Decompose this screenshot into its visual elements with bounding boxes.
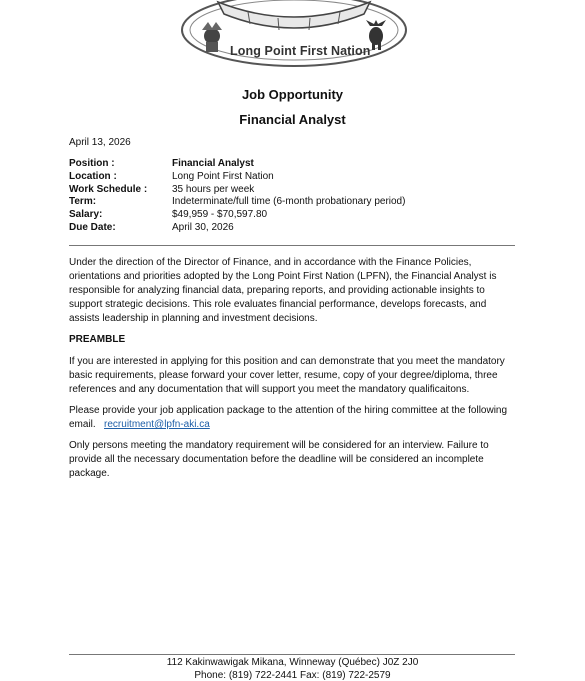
detail-value: $49,959 - $70,597.80 — [172, 209, 268, 221]
job-details — [69, 158, 405, 235]
intro-paragraph: Under the direction of the Director of Finance, and in accordance with the Finance Policies, orientations and priorities adopted by the Long Point First Nation (LPFN), the Financial Analyst is responsible for analyzing financial data, preparing reports, and providing actionable insights to support strategic decisions. This role evaluates financial performance, develops forecasts, and assists leadership in planning and investment decisions. — [69, 257, 497, 324]
detail-label: Position : — [69, 158, 115, 169]
detail-row-term — [69, 196, 405, 209]
footer-divider — [69, 654, 515, 655]
divider — [69, 245, 515, 246]
logo-text: Long Point First Nation — [230, 44, 371, 58]
detail-label: Work Schedule : — [69, 183, 148, 195]
detail-row-work-schedule — [69, 184, 405, 197]
apply-text: Please provide your job application package to the attention of the hiring committee at the following email. — [69, 405, 508, 430]
detail-row-salary — [69, 209, 405, 222]
logo-emblem-icon — [178, 0, 410, 72]
apply-paragraph — [69, 404, 519, 432]
footer-phone-fax: Phone: (819) 722-2441 Fax: (819) 722-2579 — [194, 670, 391, 681]
posting-date: April 13, 2026 — [69, 137, 131, 148]
detail-value: April 30, 2026 — [172, 221, 234, 233]
detail-row-due-date — [69, 222, 405, 235]
preamble-paragraph: If you are interested in applying for this position and can demonstrate that you meet the mandatory basic requirements, please forward your cover letter, resume, copy of your degree/diploma, three references and any documentation that will support you meet the mandatory qualificaitons. — [69, 356, 505, 395]
preamble-heading: PREAMBLE — [69, 334, 126, 345]
detail-label: Location : — [69, 170, 117, 182]
recruitment-email-link[interactable]: recruitment@lpfn-aki.ca — [104, 419, 210, 430]
detail-value: Indeterminate/full time (6-month probationary period) — [172, 196, 406, 208]
page-title: Job Opportunity — [241, 87, 344, 102]
closing-paragraph: Only persons meeting the mandatory requirement will be considered for an interview. Failure to provide all the necessary documentation before the deadline will be considered an incomplete package. — [69, 440, 489, 479]
footer-address: 112 Kakinwawigak Mikana, Winneway (Québec) J0Z 2J0 — [166, 657, 419, 668]
detail-label: Term: — [69, 196, 97, 208]
long-point-first-nation-logo — [178, 0, 410, 72]
detail-value: 35 hours per week — [172, 183, 255, 195]
detail-row-location — [69, 171, 405, 184]
detail-value: Long Point First Nation — [172, 170, 274, 182]
job-title: Financial Analyst — [239, 112, 346, 127]
detail-label: Salary: — [69, 209, 103, 221]
detail-row-position — [69, 158, 405, 171]
detail-label: Due Date: — [69, 221, 116, 233]
detail-value: Financial Analyst — [172, 158, 254, 169]
